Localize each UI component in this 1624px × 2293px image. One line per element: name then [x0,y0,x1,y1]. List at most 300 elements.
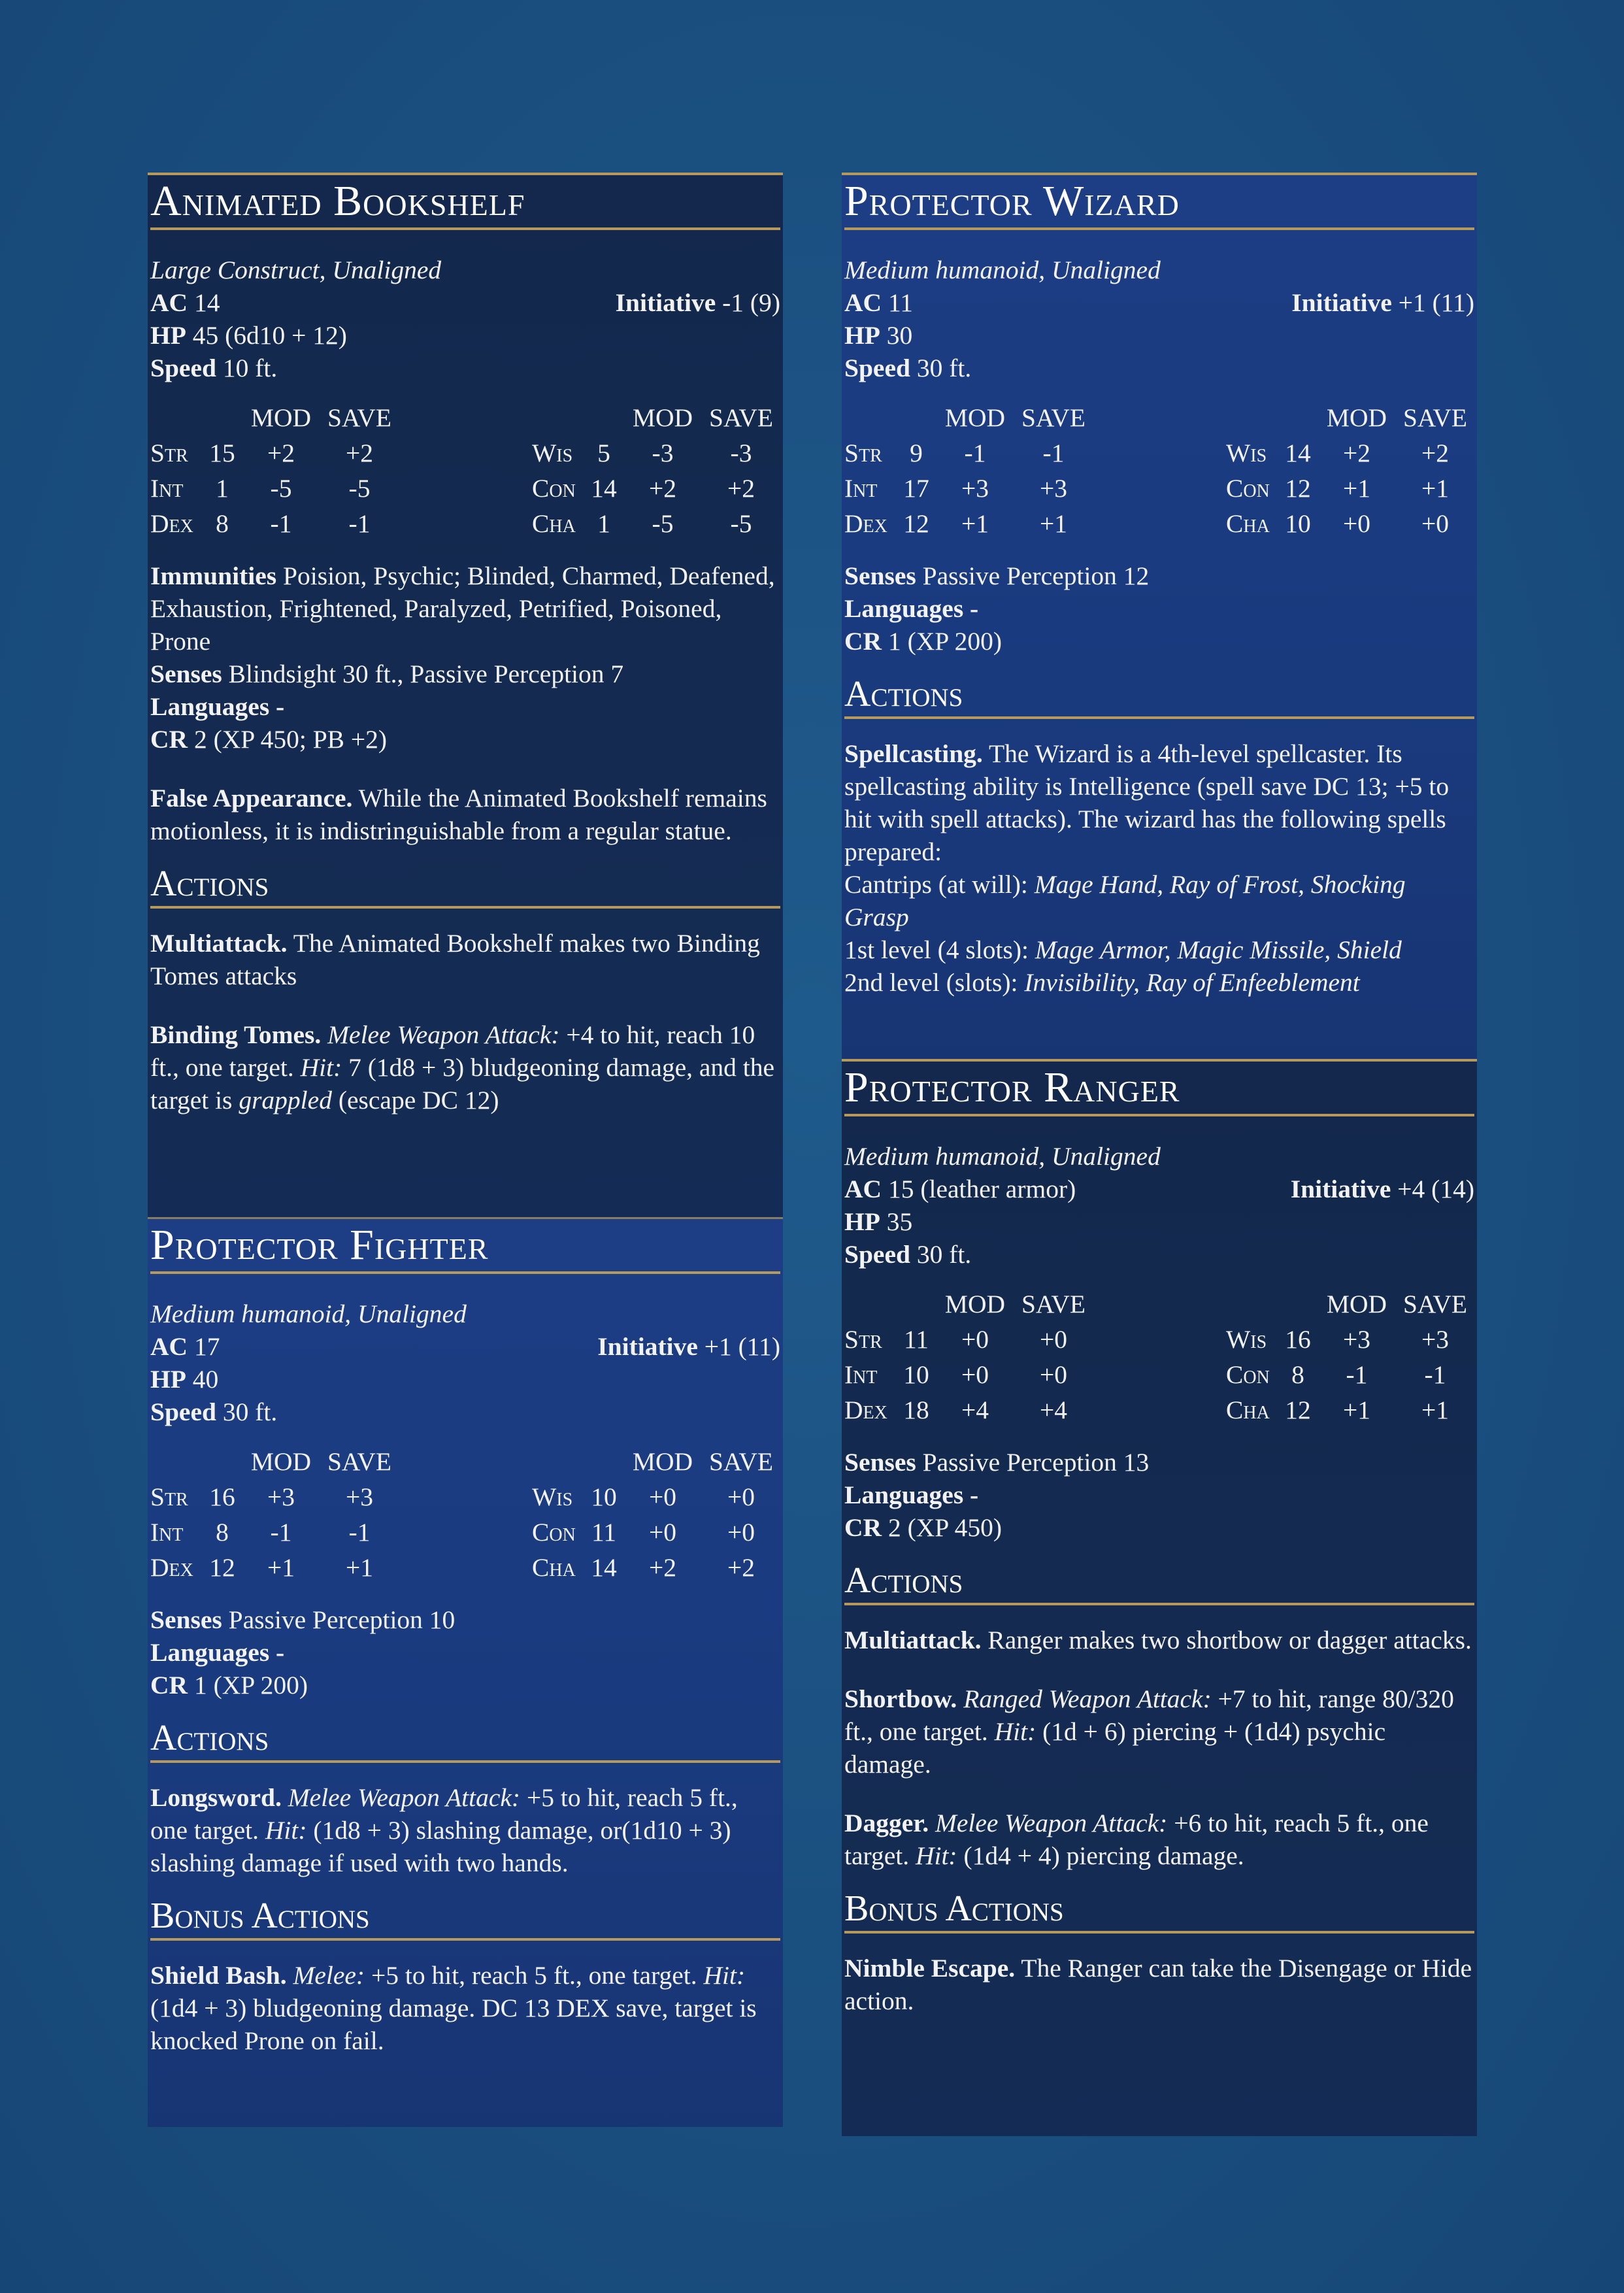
ability-score: 12 [209,1553,235,1582]
initiative-value: +4 (14) [1397,1175,1474,1203]
column-header-mod: MOD [632,1447,693,1476]
column-header-blank [532,400,584,435]
ability-save: -1 [1042,439,1065,467]
creature-type: Medium humanoid, Unaligned [844,256,1161,284]
ability-save: -3 [730,439,752,467]
ability-name: Cha [532,509,576,538]
immunities-label: Immunities [150,561,277,590]
action-damage: (1d + 6) piercing + (1d4) psychic damage. [844,1717,1386,1779]
ability-row [844,1322,1093,1357]
ability-save: +3 [345,1482,374,1511]
column-header-blank [532,1444,584,1479]
ability-score: 16 [1285,1325,1311,1354]
action-text: +5 to hit, reach 5 ft., one target. [371,1961,697,1990]
senses-line [150,1603,780,1636]
action-name: Dagger. [844,1809,929,1837]
action-multiattack [844,1624,1474,1656]
ability-score: 11 [903,1325,929,1354]
speed-label: Speed [844,1240,910,1269]
action-nimble-escape [844,1952,1474,2017]
ability-score: 14 [591,474,617,503]
column-header-blank [584,1444,623,1479]
hit-label: Hit: [994,1717,1036,1746]
column-header-blank [150,400,203,435]
action-text: The Animated Bookshelf makes two Binding Tomes attacks [150,929,760,990]
senses-value: Passive Perception 10 [228,1605,456,1634]
attack-type: Melee Weapon Attack: [288,1783,521,1812]
action-damage: 7 (1d8 + 3) bludgeoning damage, and the target is [150,1053,775,1114]
ability-table-left [844,1286,1093,1428]
ability-save: -1 [348,1518,371,1547]
ability-row [1226,1392,1474,1428]
ability-modifier: +1 [267,1553,295,1582]
ability-save: -5 [348,474,371,503]
cr-label: CR [150,1671,188,1699]
action-damage: (1d8 + 3) slashing damage, or(1d10 + 3) slashing damage if used with two hands. [150,1816,731,1877]
ability-modifier: +0 [961,1360,989,1389]
senses-value: Passive Perception 13 [922,1448,1150,1477]
ability-name: Con [1226,474,1270,503]
action-name: Longsword. [150,1783,282,1812]
hp-label: HP [844,1207,880,1236]
ability-name: Cha [1226,509,1270,538]
spell-names: Mage Hand, Ray of Frost, Shocking Grasp [844,870,1406,931]
ac-label: AC [844,288,882,317]
ability-score: 14 [591,1553,617,1582]
ability-row [844,471,1093,506]
ability-modifier: -3 [652,439,674,467]
ability-modifier: -1 [964,439,986,467]
speed-value: 30 ft. [916,354,972,382]
actions-heading: Actions [844,672,1474,719]
senses-label: Senses [844,561,916,590]
ability-name: Cha [1226,1396,1270,1424]
ability-table-left [150,1444,399,1585]
ability-score: 10 [903,1360,929,1389]
ability-save: +0 [727,1482,755,1511]
ability-name: Int [150,474,184,503]
ability-name: Str [150,1482,188,1511]
hp-value: 45 (6d10 + 12) [192,321,347,350]
column-header-blank [1226,1286,1278,1322]
initiative-value: +1 (11) [1398,288,1474,317]
hit-label: Hit: [265,1816,307,1845]
ability-save: +3 [1421,1325,1450,1354]
ability-name: Dex [150,509,193,538]
column-header-save: SAVE [1402,403,1468,432]
ability-row [844,1392,1093,1428]
ability-row [150,1515,399,1550]
ability-table-right [532,400,780,541]
action-text: +6 to hit, reach 5 ft., one target. [844,1809,1429,1870]
ability-score: 14 [1285,439,1311,467]
action-shield-bash [150,1959,780,2057]
column-header-blank [844,1286,897,1322]
ac-initiative-row [150,286,780,319]
creature-type: Medium humanoid, Unaligned [844,1142,1161,1171]
spell-list-level1 [844,933,1474,966]
statblock-title: Protector Fighter [150,1219,780,1274]
ability-header-row [532,400,780,435]
column-header-blank [844,400,897,435]
action-name: Binding Tomes. [150,1020,322,1049]
ability-modifier: +2 [1342,439,1371,467]
ability-name: Int [844,1360,878,1389]
ability-row [150,435,399,471]
ability-save: +2 [1421,439,1450,467]
initiative-label: Initiative [1291,288,1392,317]
action-shortbow [844,1682,1474,1781]
ability-score: 9 [910,439,923,467]
ability-row [532,1515,780,1550]
ability-score: 8 [216,1518,229,1547]
ability-name: Con [1226,1360,1270,1389]
ability-header-row [532,1444,780,1479]
column-header-mod: MOD [632,403,693,432]
spell-level-label: 1st level (4 slots): [844,935,1029,964]
statblock-title: Protector Wizard [844,175,1474,230]
initiative-value: +1 (11) [704,1332,780,1361]
escape-dc: (escape DC 12) [338,1086,499,1114]
ability-name: Str [844,1325,882,1354]
ability-table-right [532,1444,780,1585]
ability-score: 10 [591,1482,617,1511]
cr-value: 1 (XP 200) [193,1671,308,1699]
action-name: Multiattack. [844,1626,982,1654]
ability-score: 10 [1285,509,1311,538]
ability-modifier: +4 [961,1396,989,1424]
ac-label: AC [844,1175,882,1203]
senses-value: Blindsight 30 ft., Passive Perception 7 [228,660,624,688]
attack-type: Melee Weapon Attack: [935,1809,1168,1837]
ability-modifier: +0 [648,1518,677,1547]
column-header-mod: MOD [1326,1290,1387,1318]
ability-name: Con [532,1518,576,1547]
column-header-mod: MOD [944,403,1006,432]
ability-row [532,435,780,471]
hp-value: 30 [886,321,913,350]
ability-modifier: +2 [648,474,677,503]
ability-save: +2 [727,474,755,503]
action-text: Ranger makes two shortbow or dagger attacks. [987,1626,1472,1654]
ability-save: +4 [1039,1396,1068,1424]
ability-table-left [150,400,399,541]
ability-score: 5 [597,439,610,467]
ability-name: Dex [150,1553,193,1582]
column-header-blank [897,1286,936,1322]
ability-save: +1 [345,1553,374,1582]
ability-score: 12 [903,509,929,538]
hp-label: HP [150,1365,186,1394]
ability-modifier: -5 [652,509,674,538]
column-header-save: SAVE [1021,1290,1086,1318]
ability-scores [150,1444,780,1585]
ability-row [844,506,1093,541]
ability-modifier: +2 [267,439,295,467]
initiative-label: Initiative [615,288,716,317]
column-header-save: SAVE [327,1447,392,1476]
spell-level-label: 2nd level (slots): [844,968,1018,997]
cr-label: CR [844,627,882,656]
condition-grappled: grappled [239,1086,332,1114]
ability-save: +1 [1421,1396,1450,1424]
ability-save: +1 [1421,474,1450,503]
ability-modifier: +1 [1342,474,1371,503]
action-name: Multiattack. [150,929,288,958]
ability-save: -1 [1424,1360,1446,1389]
ability-modifier: +0 [648,1482,677,1511]
action-name: Spellcasting. [844,739,983,768]
ability-score: 1 [216,474,229,503]
hp-label: HP [844,321,880,350]
ability-scores [150,400,780,541]
column-header-blank [150,1444,203,1479]
column-header-mod: MOD [1326,403,1387,432]
action-spellcasting [844,737,1474,868]
column-header-mod: MOD [250,403,312,432]
column-header-blank [897,400,936,435]
speed-label: Speed [150,354,216,382]
ability-score: 18 [903,1396,929,1424]
senses-line [844,1446,1474,1479]
ability-modifier: +3 [267,1482,295,1511]
ability-row [844,435,1093,471]
ac-initiative-row [844,286,1474,319]
actions-heading: Actions [150,1716,780,1763]
ability-modifier: +3 [1342,1325,1371,1354]
ability-score: 8 [216,509,229,538]
ability-score: 12 [1285,1396,1311,1424]
ability-score: 11 [591,1518,617,1547]
action-text: +4 to hit, reach 10 ft., one target. [150,1020,755,1082]
ability-row [150,506,399,541]
initiative-label: Initiative [597,1332,698,1361]
column-header-save: SAVE [708,1447,774,1476]
ability-name: Str [844,439,882,467]
actions-heading: Actions [844,1558,1474,1605]
ability-modifier: -1 [1346,1360,1368,1389]
senses-label: Senses [844,1448,916,1477]
creature-type: Medium humanoid, Unaligned [150,1299,467,1328]
ability-name: Int [844,474,878,503]
action-text: The Wizard is a 4th-level spellcaster. Its spellcasting ability is Intelligence (spell save DC 13; +5 to hit with spell attacks). The wizard has the following spells prepared: [844,739,1450,866]
senses-label: Senses [150,1605,222,1634]
column-header-mod: MOD [250,1447,312,1476]
actions-heading: Actions [150,862,780,909]
trait-name: False Appearance. [150,784,353,812]
action-multiattack [150,927,780,992]
ability-scores [844,400,1474,541]
ability-header-row [1226,400,1474,435]
ability-row [1226,506,1474,541]
statblock-protector-wizard [842,173,1477,1059]
ability-name: Cha [532,1553,576,1582]
hp-value: 35 [886,1207,913,1236]
ability-row [150,471,399,506]
ac-value: 17 [193,1332,220,1361]
column-header-save: SAVE [708,403,774,432]
ac-value: 11 [887,288,913,317]
ability-save: +1 [1039,509,1068,538]
ability-row [844,1357,1093,1392]
cr-label: CR [844,1513,882,1542]
ability-row [1226,1322,1474,1357]
column-header-mod: MOD [944,1290,1006,1318]
column-header-save: SAVE [1021,403,1086,432]
ability-name: Wis [1226,439,1267,467]
spell-list-cantrips [844,868,1474,933]
statblock-protector-ranger [842,1059,1477,2136]
statblock-animated-bookshelf [148,173,783,1217]
ability-score: 8 [1291,1360,1304,1389]
ability-name: Wis [532,439,573,467]
ability-row [150,1479,399,1515]
ability-modifier: +2 [648,1553,677,1582]
ability-table-left [844,400,1093,541]
column-header-blank [1278,1286,1317,1322]
ability-row [532,471,780,506]
bonus-actions-heading: Bonus Actions [150,1894,780,1941]
ability-save: +3 [1039,474,1068,503]
column-header-blank [1226,400,1278,435]
spell-names: Mage Armor, Magic Missile, Shield [1035,935,1402,964]
column-header-blank [203,400,242,435]
spell-names: Invisibility, Ray of Enfeeblement [1024,968,1360,997]
ability-header-row [150,1444,399,1479]
trait-false-appearance [150,782,780,847]
ability-save: -1 [348,509,371,538]
ac-value: 15 (leather armor) [887,1175,1076,1203]
action-damage: (1d4 + 4) piercing damage. [963,1841,1244,1870]
column-header-blank [203,1444,242,1479]
action-text: +7 to hit, range 80/320 ft., one target. [844,1684,1454,1746]
ability-modifier: +0 [1342,509,1371,538]
senses-label: Senses [150,660,222,688]
ability-row [1226,1357,1474,1392]
action-text: The Ranger can take the Disengage or Hide action. [844,1954,1472,2015]
ability-row [532,1550,780,1585]
hit-label: Hit: [300,1053,342,1082]
ability-save: +0 [727,1518,755,1547]
ability-header-row [844,1286,1093,1322]
speed-value: 10 ft. [222,354,278,382]
action-binding-tomes [150,1018,780,1116]
creature-type: Large Construct, Unaligned [150,256,442,284]
spell-list-level2 [844,966,1474,999]
cr-value: 1 (XP 200) [887,627,1003,656]
trait-text: While the Animated Bookshelf remains motionless, it is indistringuishable from a regular statue. [150,784,767,845]
statblock-protector-fighter [148,1217,783,2127]
column-header-save: SAVE [1402,1290,1468,1318]
ac-label: AC [150,1332,188,1361]
ability-row [532,506,780,541]
ability-name: Int [150,1518,184,1547]
hp-label: HP [150,321,186,350]
hp-value: 40 [192,1365,219,1394]
languages-label: Languages - [150,692,285,721]
ability-header-row [150,400,399,435]
action-name: Shield Bash. [150,1961,287,1990]
languages-label: Languages - [150,1638,285,1667]
ability-score: 1 [597,509,610,538]
ability-score: 16 [209,1482,235,1511]
bonus-actions-heading: Bonus Actions [844,1886,1474,1933]
ability-name: Wis [532,1482,573,1511]
ability-save: +2 [727,1553,755,1582]
ability-modifier: -1 [270,1518,292,1547]
statblock-title: Animated Bookshelf [150,175,780,230]
action-name: Shortbow. [844,1684,957,1713]
speed-label: Speed [150,1398,216,1426]
ability-save: +0 [1039,1360,1068,1389]
ability-modifier: +0 [961,1325,989,1354]
ability-table-right [1226,1286,1474,1428]
ability-row [1226,471,1474,506]
speed-value: 30 ft. [916,1240,972,1269]
ability-name: Con [532,474,576,503]
action-text: +5 to hit, reach 5 ft., one target. [150,1783,738,1845]
immunities-value: Poision, Psychic; Blinded, Charmed, Deafened, Exhaustion, Frightened, Paralyzed, Petrified, Poisoned, Prone [150,561,775,656]
ability-modifier: +1 [1342,1396,1371,1424]
ability-modifier: -1 [270,509,292,538]
action-name: Nimble Escape. [844,1954,1016,1983]
ability-save: +0 [1421,509,1450,538]
ability-save: +2 [345,439,374,467]
senses-line [150,658,780,690]
ability-modifier: +3 [961,474,989,503]
ability-modifier: -5 [270,474,292,503]
ability-save: +0 [1039,1325,1068,1354]
spell-level-label: Cantrips (at will): [844,870,1028,899]
ac-initiative-row [150,1330,780,1363]
languages-label: Languages - [844,1481,979,1509]
cr-label: CR [150,725,188,754]
languages-label: Languages - [844,594,979,623]
initiative-value: -1 (9) [722,288,780,317]
ability-header-row [1226,1286,1474,1322]
ability-modifier: +1 [961,509,989,538]
ability-name: Dex [844,1396,887,1424]
ability-row [150,1550,399,1585]
action-damage: (1d4 + 3) bludgeoning damage. DC 13 DEX save, target is knocked Prone on fail. [150,1994,757,2055]
speed-label: Speed [844,354,910,382]
ability-name: Dex [844,509,887,538]
ability-save: -5 [730,509,752,538]
column-header-blank [1278,400,1317,435]
ability-name: Wis [1226,1325,1267,1354]
senses-value: Passive Perception 12 [922,561,1150,590]
ability-row [532,1479,780,1515]
ability-score: 17 [903,474,929,503]
hit-label: Hit: [915,1841,957,1870]
action-longsword [150,1781,780,1879]
ac-label: AC [150,288,188,317]
ac-value: 14 [193,288,220,317]
cr-value: 2 (XP 450; PB +2) [193,725,388,754]
ability-row [1226,435,1474,471]
immunities-line [150,560,780,658]
senses-line [844,560,1474,592]
hit-label: Hit: [703,1961,746,1990]
ability-header-row [844,400,1093,435]
initiative-label: Initiative [1290,1175,1391,1203]
statblock-title: Protector Ranger [844,1062,1474,1116]
cr-value: 2 (XP 450) [887,1513,1003,1542]
ability-name: Str [150,439,188,467]
column-header-save: SAVE [327,403,392,432]
ac-initiative-row [844,1173,1474,1205]
column-header-blank [584,400,623,435]
